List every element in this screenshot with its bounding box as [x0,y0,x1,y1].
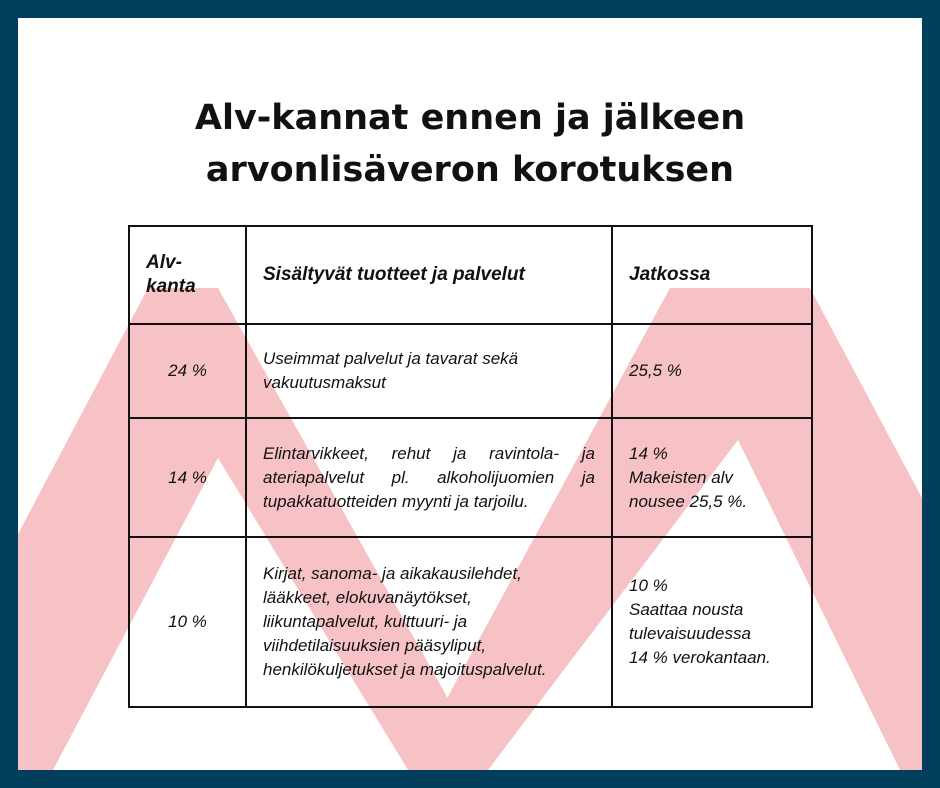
page-frame [18,18,922,770]
title-line-2: arvonlisäveron korotuksen [205,150,735,190]
page-title [18,92,922,196]
header-rate-line-1: Alv- [146,252,182,273]
header-items: Sisältyvät tuotteet ja palvelut [246,226,612,324]
header-rate [129,226,246,324]
rate-cell: 24 % [129,324,246,418]
table-row [129,418,812,537]
table-row [129,324,812,418]
items-line: Kirjat, sanoma- ja aikakausilehdet, [263,564,522,583]
items-line: henkilökuljetukset ja majoituspalvelut. [263,660,547,679]
future-line: Makeisten alv [629,467,733,487]
items-cell: Useimmat palvelut ja tavarat sekä vakuutusmaksut [246,324,612,418]
items-cell [246,537,612,707]
title-line-1: Alv-kannat ennen ja jälkeen [194,98,746,138]
items-line: liikuntapalvelut, kulttuuri- ja [263,612,468,631]
items-line: viihdetilaisuuksien pääsyliput, [263,636,487,655]
future-line: 25,5 % [629,361,682,380]
future-line: nousee 25,5 %. [629,491,748,511]
header-future: Jatkossa [612,226,812,324]
future-line: tulevaisuudessa [629,624,751,643]
items-line: lääkkeet, elokuvanäytökset, [263,588,472,607]
header-rate-line-2: kanta [146,276,196,297]
rate-cell: 10 % [129,537,246,707]
future-line: 14 % verokantaan. [629,648,771,667]
table-header-row [129,226,812,324]
future-line: Saattaa nousta [629,600,744,619]
rate-cell: 14 % [129,418,246,537]
future-cell [612,324,812,418]
future-cell [612,418,812,537]
future-cell [612,537,812,707]
future-line: 14 % [629,443,668,463]
vat-rates-table [128,225,813,708]
table-row [129,537,812,707]
items-cell: Elintarvikkeet, rehut ja ravintola- ja ateriapalvelut pl. alkoholijuomien ja tupakkatuotteiden myynti ja tarjoilu. [246,418,612,537]
future-line: 10 % [629,576,668,595]
